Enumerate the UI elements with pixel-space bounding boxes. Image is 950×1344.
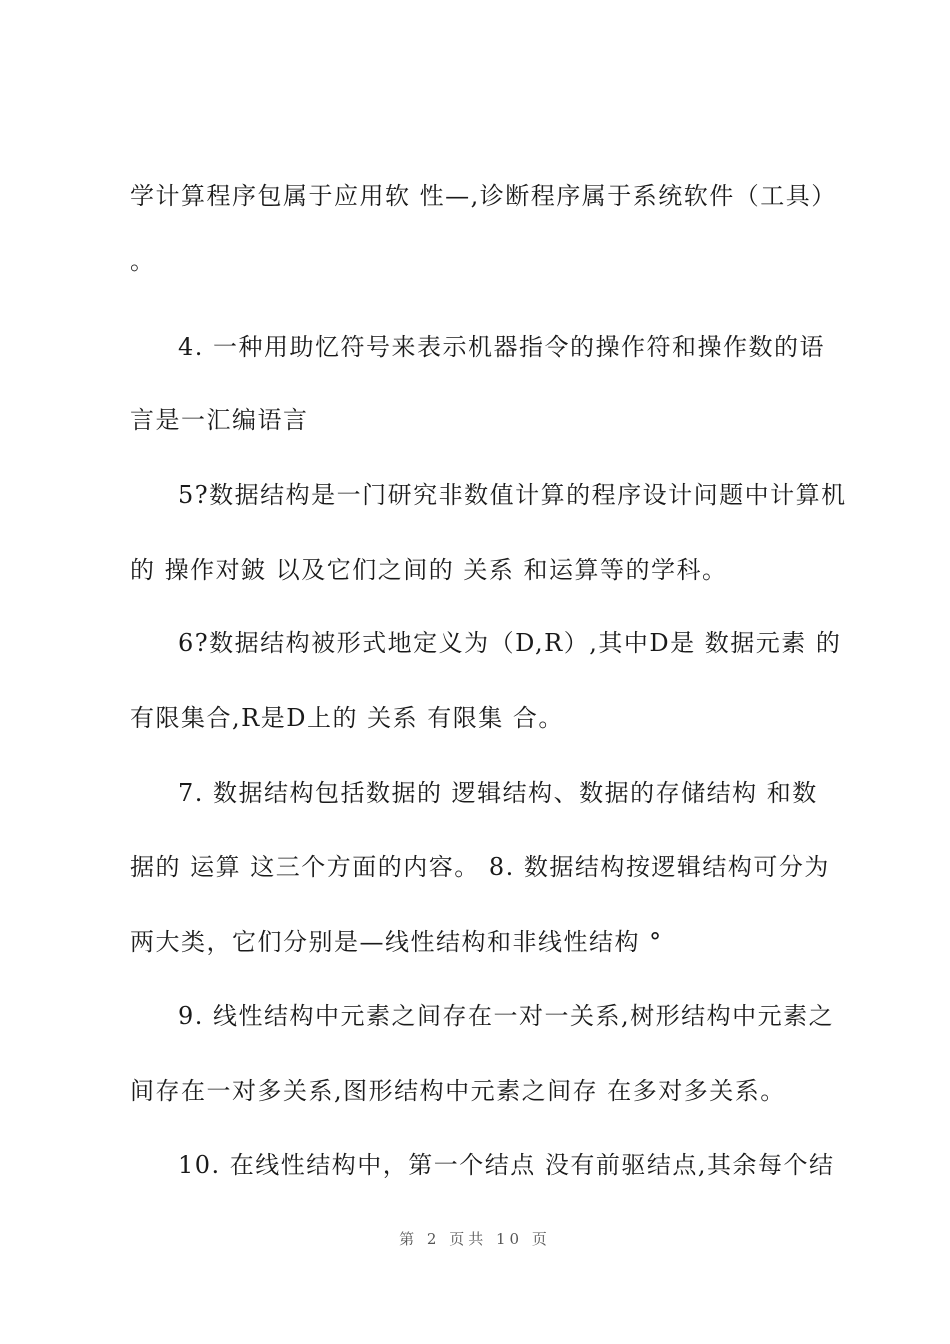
text-line-1: 学计算程序包属于应用软 性—,诊断程序属于系统软件（工具） <box>130 182 837 210</box>
text-line-3: 4. 一种用助忆符号来表示机器指令的操作符和操作数的语 <box>178 333 826 361</box>
text-line-9: 7. 数据结构包括数据的 逻辑结构、数据的存储结构 和数 <box>178 779 818 807</box>
text-line-14: 10. 在线性结构中，第一个结点 没有前驱结点,其余每个结 <box>178 1151 835 1179</box>
text-line-7: 6?数据结构被形式地定义为（D,R）,其中D是 数据元素 的 <box>178 629 842 657</box>
text-line-10: 据的 运算 这三个方面的内容。 8. 数据结构按逻辑结构可分为 <box>130 853 830 881</box>
text-line-13: 间存在一对多关系,图形结构中元素之间存 在多对多关系。 <box>130 1077 786 1105</box>
text-line-4: 言是一汇编语言 <box>130 406 309 434</box>
text-line-12: 9. 线性结构中元素之间存在一对一关系,树形结构中元素之 <box>178 1002 835 1030</box>
text-line-2: 。 <box>130 247 156 275</box>
page-number-footer: 第 2 页共 10 页 <box>399 1230 551 1248</box>
text-line-8: 有限集合,R是D上的 关系 有限集 合。 <box>130 704 564 732</box>
text-line-5: 5?数据结构是一门研究非数值计算的程序设计问题中计算机 <box>178 481 847 509</box>
text-line-6: 的 操作对鈹 以及它们之间的 关系 和运算等的学科。 <box>130 556 728 584</box>
text-line-11: 两大类，它们分别是—线性结构和非线性结构 ° <box>130 928 663 956</box>
